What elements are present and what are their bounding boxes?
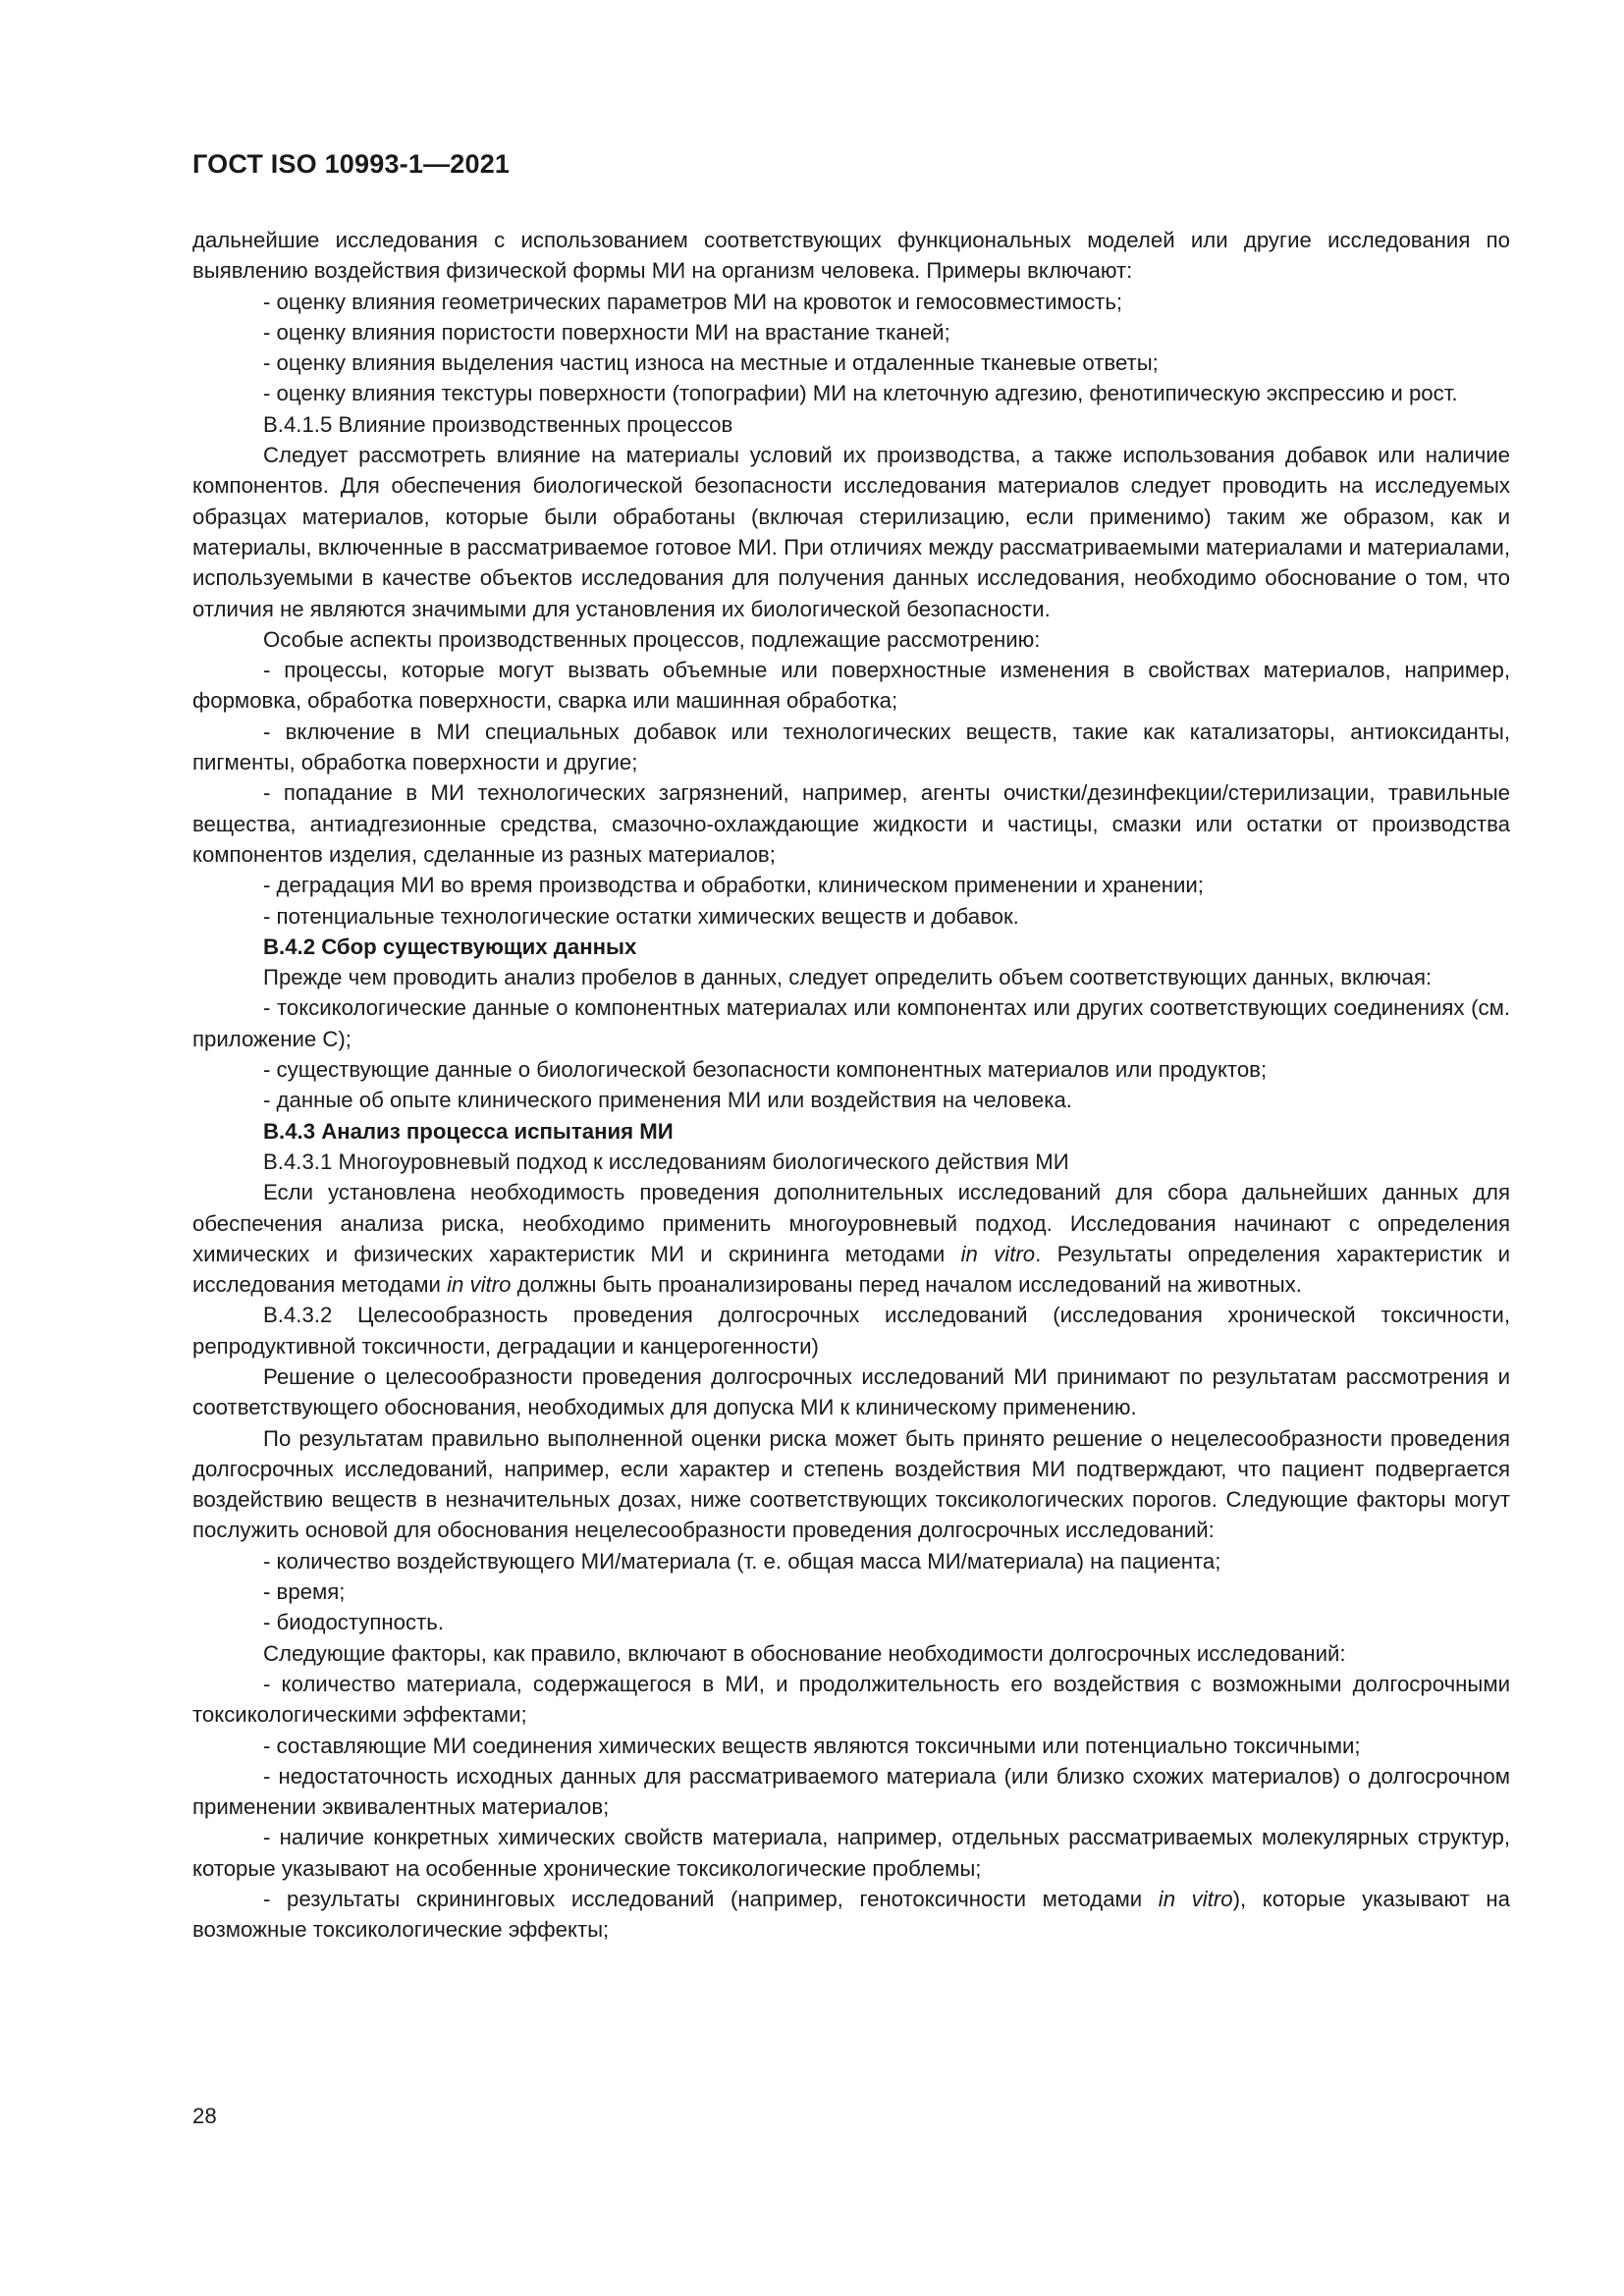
paragraph: дальнейшие исследования с использованием соответствующих функциональных моделей или другие исследования по выявлению воздействия физической формы МИ на организм человека. Примеры включают: — [192, 228, 1510, 284]
body-text — [192, 225, 1510, 1946]
paragraph: По результатам правильно выполненной оценки риска может быть принято решение о нецелесообразности проведения долгосрочных исследований, например, если характер и степень воздействия МИ подтверждают, что пациент подвергается воздействию веществ в незначительных дозах, ниже соответствующих токсикологических порогов. Следующие факторы могут послужить основой для обоснования нецелесообразности проведения долгосрочных исследований: — [192, 1425, 1510, 1543]
paragraph: - составляющие МИ соединения химических веществ являются токсичными или потенциально токсичными; — [263, 1733, 1361, 1758]
paragraph: В.4.1.5 Влияние производственных процессов — [263, 411, 733, 437]
paragraph: - количество воздействующего МИ/материала (т. е. общая масса МИ/материала) на пациента; — [263, 1548, 1221, 1574]
paragraph: - наличие конкретных химических свойств материала, например, отдельных рассматриваемых молекулярных структур, которые указывают на особенные хронические токсикологические проблемы; — [192, 1825, 1510, 1881]
paragraph: Решение о целесообразности проведения долгосрочных исследований МИ принимают по результатам рассмотрения и соответствующего обоснования, необходимых для допуска МИ к клиническому применению. — [192, 1363, 1510, 1420]
paragraph: В.4.3.1 Многоуровневый подход к исследованиям биологического действия МИ — [263, 1148, 1069, 1174]
paragraph: Прежде чем проводить анализ пробелов в данных, следует определить объем соответствующих данных, включая: — [263, 965, 1433, 990]
paragraph: Следует рассмотреть влияние на материалы условий их производства, а также использования добавок или наличие компонентов. Для обеспечения биологической безопасности исследования материалов следует проводить на исследуемых образцах материалов, которые были обработаны (включая стерилизацию, если применимо) таким же образом, как и материалы, включенные в рассматриваемое готовое МИ. При отличиях между рассматриваемыми материалами и материалами, используемыми в качестве объектов исследования для получения данных исследования, необходимо обоснование о том, что отличия не являются значимыми для установления их биологической безопасности. — [192, 443, 1510, 621]
paragraph: - оценку влияния геометрических параметров МИ на кровоток и гемосовместимость; — [263, 289, 1123, 314]
paragraph: Если установлена необходимость проведения дополнительных исследований для сбора дальнейших данных для обеспечения анализа риска, необходимо применить многоуровневый подход. Исследования начинают с определения химических и физических характеристик МИ и скрининга методами in vitro. Результаты определения характеристик и исследования методами in vitro должны быть проанализированы перед началом исследований на животных. — [192, 1180, 1510, 1298]
paragraph: - биодоступность. — [263, 1610, 444, 1635]
paragraph: Следующие факторы, как правило, включают в обоснование необходимости долгосрочных исследований: — [263, 1640, 1346, 1666]
paragraph: - деградация МИ во время производства и обработки, клиническом применении и хранении; — [263, 873, 1204, 898]
paragraph: - включение в МИ специальных добавок или технологических веществ, такие как катализаторы, антиоксиданты, пигменты, обработка поверхности и другие; — [192, 719, 1510, 775]
paragraph: - недостаточность исходных данных для рассматриваемого материала (или близко схожих материалов) о долгосрочном применении эквивалентных материалов; — [192, 1763, 1510, 1820]
paragraph: - оценку влияния пористости поверхности МИ на врастание тканей; — [263, 319, 950, 345]
document-header: ГОСТ ISO 10993-1—2021 — [192, 149, 511, 179]
paragraph: - потенциальные технологические остатки химических веществ и добавок. — [263, 903, 1019, 929]
page-number: 28 — [192, 2104, 217, 2128]
paragraph: - результаты скрининговых исследований (например, генотоксичности методами in vitro), которые указывают на возможные токсикологические эффекты; — [192, 1887, 1510, 1943]
paragraph: В.4.3.2 Целесообразность проведения долгосрочных исследований (исследования хронической токсичности, репродуктивной токсичности, деградации и канцерогенности) — [192, 1303, 1510, 1359]
paragraph: - существующие данные о биологической безопасности компонентных материалов или продуктов; — [263, 1057, 1268, 1083]
section-heading: В.4.2 Сбор существующих данных — [263, 934, 637, 959]
paragraph: - количество материала, содержащегося в МИ, и продолжительность его воздействия с возможными долгосрочными токсикологическими эффектами; — [192, 1671, 1510, 1728]
paragraph: - процессы, которые могут вызвать объемные или поверхностные изменения в свойствах материалов, например, формовка, обработка поверхности, сварка или машинная обработка; — [192, 658, 1510, 714]
paragraph: - токсикологические данные о компонентных материалах или компонентах или других соответствующих соединениях (см. приложение С); — [192, 995, 1510, 1051]
paragraph: - оценку влияния выделения частиц износа на местные и отдаленные тканевые ответы; — [263, 350, 1159, 376]
paragraph: - попадание в МИ технологических загрязнений, например, агенты очистки/дезинфекции/стерилизации, травильные вещества, антиадгезионные средства, смазочно-охлаждающие жидкости и частицы, смазки или остатки от производства компонентов изделия, сделанные из разных материалов; — [192, 780, 1510, 867]
paragraph: - данные об опыте клинического применения МИ или воздействия на человека. — [263, 1088, 1072, 1113]
section-heading: В.4.3 Анализ процесса испытания МИ — [263, 1118, 674, 1144]
paragraph: - оценку влияния текстуры поверхности (топографии) МИ на клеточную адгезию, фенотипическую экспрессию и рост. — [263, 381, 1458, 406]
paragraph: Особые аспекты производственных процессов, подлежащие рассмотрению: — [263, 626, 1041, 652]
paragraph: - время; — [263, 1579, 346, 1605]
